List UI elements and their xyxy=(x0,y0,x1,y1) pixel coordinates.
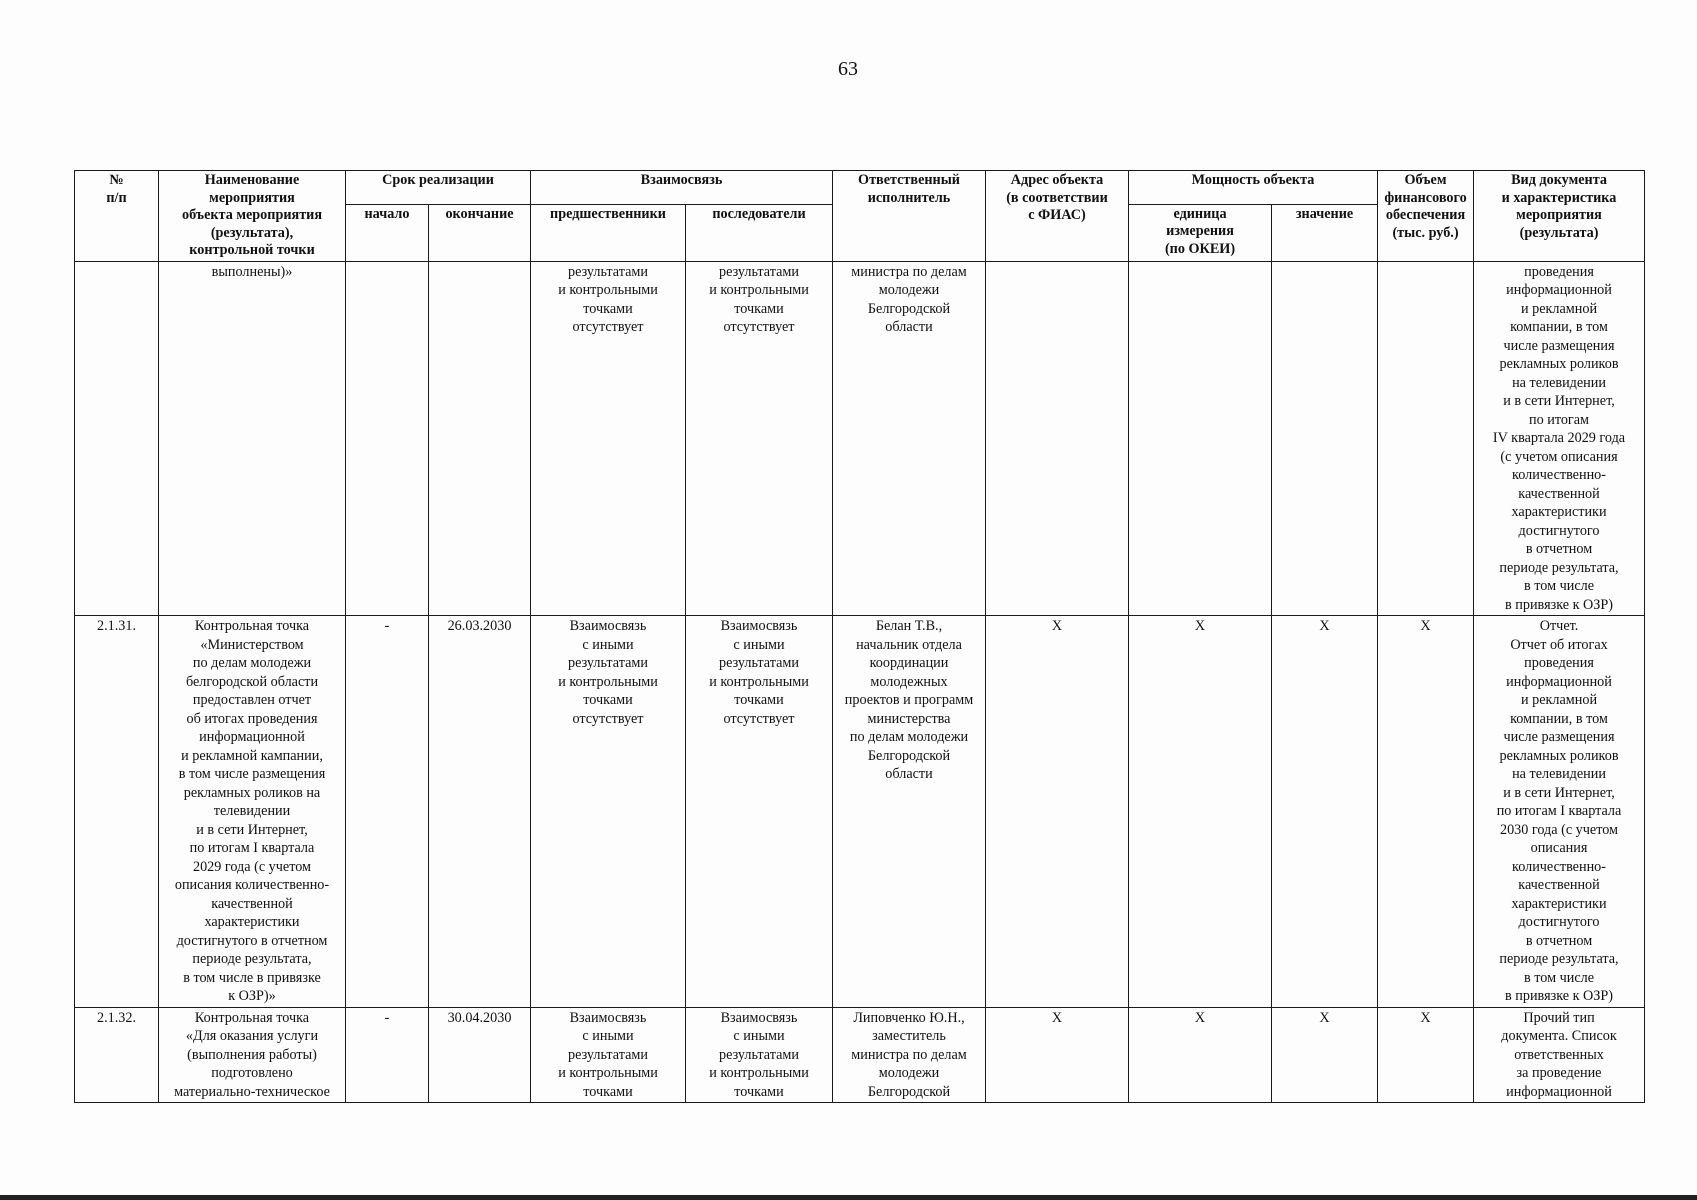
cell-end: 26.03.2030 xyxy=(429,616,531,1008)
cell-address: X xyxy=(986,616,1129,1008)
cell-responsible: Белан Т.В., начальник отдела координации молодежных проектов и программ министерства по делам молодежи Белгородской области xyxy=(833,616,986,1008)
cell-finance: X xyxy=(1378,1007,1474,1103)
cell-value: X xyxy=(1272,616,1378,1008)
header-relation-next: последователи xyxy=(686,204,833,261)
cell-responsible: Липовченко Ю.Н., заместитель министра по делам молодежи Белгородской xyxy=(833,1007,986,1103)
cell-end: 30.04.2030 xyxy=(429,1007,531,1103)
cell-responsible: министра по делам молодежи Белгородской области xyxy=(833,261,986,616)
cell-document: Прочий тип документа. Список ответственных за проведение информационной xyxy=(1474,1007,1645,1103)
header-number: № п/п xyxy=(75,171,159,262)
header-relation: Взаимосвязь xyxy=(531,171,833,205)
header-finance: Объем финансового обеспечения (тыс. руб.) xyxy=(1378,171,1474,262)
scan-bottom-edge xyxy=(0,1195,1697,1200)
cell-finance: X xyxy=(1378,616,1474,1008)
table-header-row xyxy=(75,171,1645,205)
header-capacity-unit: единица измерения (по ОКЕИ) xyxy=(1129,204,1272,261)
cell-finance xyxy=(1378,261,1474,616)
cell-value: X xyxy=(1272,1007,1378,1103)
cell-name: выполнены)» xyxy=(159,261,346,616)
cell-unit: X xyxy=(1129,616,1272,1008)
cell-number xyxy=(75,261,159,616)
cell-next: Взаимосвязь с иными результатами и контрольными точками отсутствует xyxy=(686,616,833,1008)
plan-table xyxy=(74,170,1645,1103)
header-address: Адрес объекта (в соответствии с ФИАС) xyxy=(986,171,1129,262)
header-period-end: окончание xyxy=(429,204,531,261)
header-relation-prev: предшественники xyxy=(531,204,686,261)
cell-number: 2.1.31. xyxy=(75,616,159,1008)
header-capacity-value: значение xyxy=(1272,204,1378,261)
header-capacity: Мощность объекта xyxy=(1129,171,1378,205)
header-document: Вид документа и характеристика мероприятия (результата) xyxy=(1474,171,1645,262)
cell-start xyxy=(346,261,429,616)
table-row xyxy=(75,616,1645,1008)
cell-next: результатами и контрольными точками отсутствует xyxy=(686,261,833,616)
table-row xyxy=(75,261,1645,616)
cell-document: Отчет. Отчет об итогах проведения информационной и рекламной компании, в том числе размещения рекламных роликов на телевидении и в сети Интернет, по итогам I квартала 2030 года (с учетом описания количественно- качественной характеристики достигнутого в отчетном периоде результата, в том числе в привязке к ОЗР) xyxy=(1474,616,1645,1008)
cell-address xyxy=(986,261,1129,616)
cell-unit xyxy=(1129,261,1272,616)
cell-start: - xyxy=(346,616,429,1008)
page-number: 63 xyxy=(838,58,858,80)
cell-prev: результатами и контрольными точками отсутствует xyxy=(531,261,686,616)
header-name: Наименование мероприятия объекта мероприятия (результата), контрольной точки xyxy=(159,171,346,262)
table-row xyxy=(75,1007,1645,1103)
cell-name: Контрольная точка «Министерством по делам молодежи белгородской области предоставлен отчет об итогах проведения информационной и рекламной кампании, в том числе размещения рекламных роликов на телевидении и в сети Интернет, по итогам I квартала 2029 года (с учетом описания количественно- качественной характеристики достигнутого в отчетном периоде результата, в том числе в привязке к ОЗР)» xyxy=(159,616,346,1008)
cell-value xyxy=(1272,261,1378,616)
cell-name: Контрольная точка «Для оказания услуги (выполнения работы) подготовлено материально-техническое xyxy=(159,1007,346,1103)
cell-prev: Взаимосвязь с иными результатами и контрольными точками xyxy=(531,1007,686,1103)
header-period: Срок реализации xyxy=(346,171,531,205)
cell-next: Взаимосвязь с иными результатами и контрольными точками xyxy=(686,1007,833,1103)
header-period-start: начало xyxy=(346,204,429,261)
header-responsible: Ответственный исполнитель xyxy=(833,171,986,262)
cell-address: X xyxy=(986,1007,1129,1103)
cell-prev: Взаимосвязь с иными результатами и контрольными точками отсутствует xyxy=(531,616,686,1008)
cell-document: проведения информационной и рекламной компании, в том числе размещения рекламных роликов на телевидении и в сети Интернет, по итогам IV квартала 2029 года (с учетом описания количественно- качественной характеристики достигнутого в отчетном периоде результата, в том числе в привязке к ОЗР) xyxy=(1474,261,1645,616)
cell-unit: X xyxy=(1129,1007,1272,1103)
cell-number: 2.1.32. xyxy=(75,1007,159,1103)
cell-end xyxy=(429,261,531,616)
cell-start: - xyxy=(346,1007,429,1103)
